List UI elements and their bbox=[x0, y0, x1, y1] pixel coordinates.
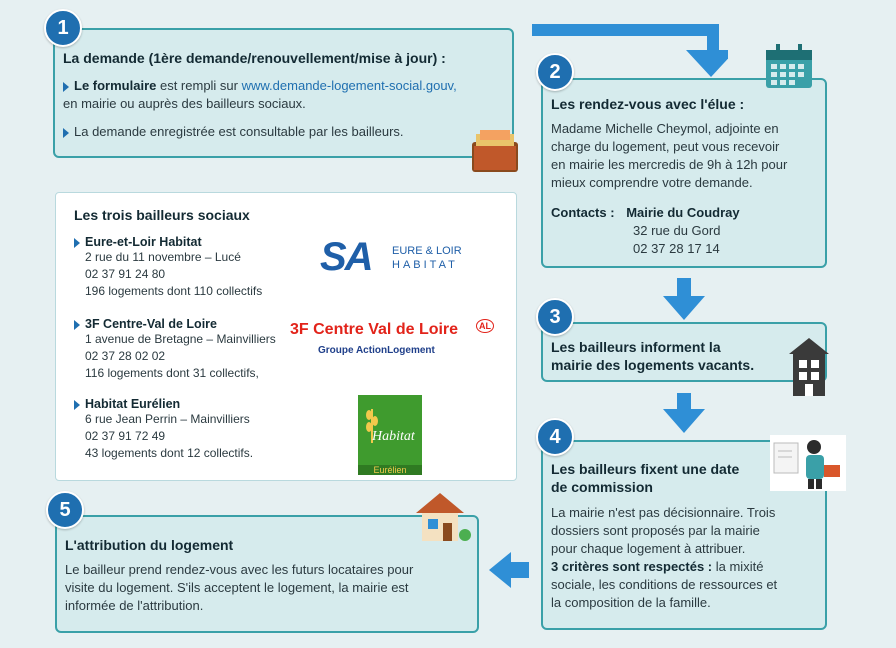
step1-line2: La demande enregistrée est consultable par les bailleurs. bbox=[63, 123, 404, 141]
step2-contacts: Contacts : Mairie du Coudray 32 rue du Gord 02 37 28 17 14 bbox=[551, 205, 740, 256]
house-icon bbox=[410, 491, 472, 543]
step1-badge: 1 bbox=[44, 9, 82, 47]
step3-badge: 3 bbox=[536, 298, 574, 336]
bullet-icon bbox=[63, 82, 69, 92]
bailleur-2: 3F Centre-Val de Loire 1 avenue de Bretagne – Mainvilliers 02 37 28 02 02 116 logements dont 31 collectifs, bbox=[74, 317, 314, 382]
logo-3f: 3F Centre Val de Loire AL Groupe ActionLogement bbox=[290, 321, 510, 365]
step5-title: L'attribution du logement bbox=[65, 537, 234, 553]
flow-arrow-4-5 bbox=[487, 550, 533, 590]
bailleur-1: Eure-et-Loir Habitat 2 rue du 11 novembre – Lucé 02 37 91 24 80 196 logements dont 110 collectifs bbox=[74, 235, 314, 300]
bullet-icon bbox=[63, 128, 69, 138]
step1-title: La demande (1ère demande/renouvellement/mise à jour) : bbox=[63, 50, 446, 66]
step2-badge: 2 bbox=[536, 53, 574, 91]
step3-title: Les bailleurs informent la mairie des logements vacants. bbox=[551, 339, 755, 373]
step2-body: Madame Michelle Cheymol, adjointe en charge du logement, peut vous recevoir en mairie les mercredis de 9h à 12h pour mieux comprendre votre demande. bbox=[551, 121, 788, 190]
building-icon bbox=[785, 336, 833, 398]
flow-arrow-2-3 bbox=[661, 278, 707, 322]
bailleur-3: Habitat Eurélien 6 rue Jean Perrin – Mainvilliers 02 37 91 72 49 43 logements dont 12 collectifs. bbox=[74, 397, 314, 462]
logo-eure-loir-habitat: SA EURE & LOIR HABITAT bbox=[320, 235, 462, 279]
step1-card bbox=[53, 28, 514, 158]
step4-body: La mairie n'est pas décisionnaire. Trois dossiers sont proposés par la mairie pour chaque logement à attribuer. 3 critères sont respectés : la mixité sociale, les conditions de ressources et la composition de la famille. bbox=[551, 505, 778, 610]
step2-title: Les rendez-vous avec l'élue : bbox=[551, 96, 745, 112]
step4-title: Les bailleurs fixent une date de commission bbox=[551, 461, 740, 495]
bailleurs-title: Les trois bailleurs sociaux bbox=[74, 207, 250, 223]
step4-badge: 4 bbox=[536, 418, 574, 456]
step5-body: Le bailleur prend rendez-vous avec les futurs locataires pour visite du logement. S'ils acceptent le logement, la mairie est informée de l'attribution. bbox=[65, 562, 414, 613]
folder-icon bbox=[470, 128, 522, 176]
logo-habitat-eurelien: Habitat Eurélien bbox=[358, 395, 422, 475]
step1-line1: Le formulaire est rempli sur www.demande-logement-social.gouv, en mairie ou auprès des bailleurs sociaux. bbox=[63, 78, 457, 111]
website-link[interactable]: www.demande-logement-social.gouv, bbox=[241, 78, 457, 93]
step5-badge: 5 bbox=[46, 491, 84, 529]
person-board-icon bbox=[770, 435, 846, 491]
calendar-icon bbox=[764, 44, 814, 90]
step2-card bbox=[541, 78, 827, 268]
flow-arrow-3-4 bbox=[661, 393, 707, 435]
bailleurs-panel bbox=[55, 192, 517, 481]
